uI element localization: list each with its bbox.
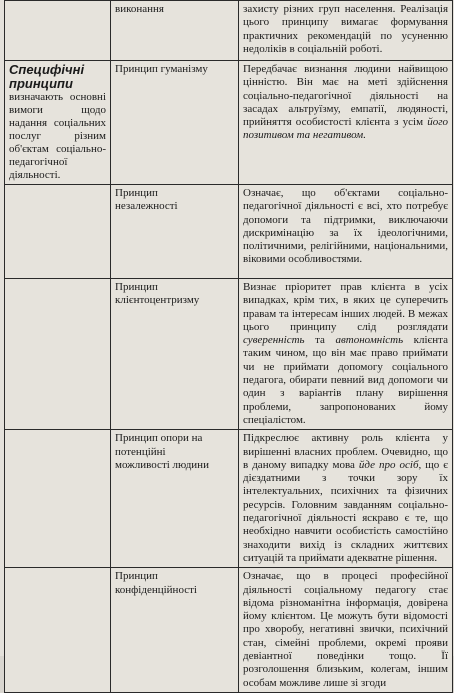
table-row [5, 568, 453, 693]
table-row [5, 279, 453, 430]
table-cell-empty [5, 279, 111, 430]
principle-name [115, 281, 234, 308]
principle-description [243, 432, 448, 565]
description-italic: його позитивом та негативом. [243, 116, 448, 142]
principle-description [243, 63, 448, 143]
principle-description: Означає, що в процесі професійної діяльності соціальному педагогу стає відома різноманітна інформація, довірена йому клієнтом. Це можуть бути відомості про хворобу, негативні звички, психічний стан, сімейні проблеми, окремі прояви девіантної поведінки тощо. Її розголошення близьким, колегам, іншим особам можливе лише зі згоди [243, 570, 448, 689]
description-italic: суверенність [243, 334, 305, 347]
table-row [5, 1, 453, 61]
principle-name-line: клієнтоцентризму [115, 294, 200, 307]
description-text: клієнта таким чином, що він має право приймати чи не приймати допомогу соціального педагога, обирати певний вид допомоги чи один з варіантів плану вирішення проблеми, запропонованих йому спеціалістом. [243, 334, 448, 426]
table-cell-empty [5, 185, 111, 279]
section-cell [5, 61, 111, 185]
section-title-line: принципи [9, 76, 73, 91]
principle-description: Означає, що об'єктами соціально-педагогічної діяльності є всі, хто потребує допомоги та підтримки, виключаючи дискримінацію за їх ідеологічними, політичними, релігійними, національними, віковими особливостями. [243, 187, 448, 266]
principle-name-line: Принцип опори на [115, 432, 203, 445]
section-title [9, 63, 106, 91]
principle-cell [111, 279, 239, 430]
principle-cell [111, 430, 239, 568]
principle-name [115, 432, 234, 472]
principle-description [243, 281, 448, 427]
table-cell-empty [5, 1, 111, 61]
principle-name-line: Принцип [115, 187, 158, 199]
principle-description: захисту різних груп населення. Реалізація цього принципу вимагає формування практичних рекомендацій по усуненню недоліків в соціальній роботі. [243, 3, 448, 55]
principle-cell [111, 61, 239, 185]
table-cell-empty [5, 568, 111, 693]
table-row [5, 430, 453, 568]
principle-name-line: незалежності [115, 200, 178, 213]
principle-name-line: можливості людини [115, 458, 209, 471]
description-italic: автономність [335, 334, 404, 347]
principle-cell [111, 1, 239, 61]
principle-name [115, 570, 234, 597]
description-italic: йде про осіб, [358, 458, 422, 471]
principle-name-line: потенційні [115, 445, 166, 458]
table-row [5, 185, 453, 279]
principle-name-line: конфіденційності [115, 583, 197, 596]
principle-name [115, 187, 234, 214]
principles-table [4, 0, 453, 693]
principle-cell [111, 568, 239, 693]
description-text: що є дієздатними з точки зору їх інтелектуальних, психічних та фізичних ресурсів. Головним завданням соціально-педагогічної діяльності яскраво є те, що необхідно навчити особистість самостійно знаходити вихід із складних життєвих ситуацій та приймати адекватне рішення. [243, 458, 448, 564]
description-cell [239, 61, 453, 185]
principle-name: Принцип гуманізму [115, 63, 208, 75]
principle-cell [111, 185, 239, 279]
description-cell [239, 279, 453, 430]
section-title-line: Специфічні [9, 62, 85, 77]
section-description: визначають основні вимоги щодо надання соціальних послуг різним об'єктам соціально-педагогічної діяльності. [9, 91, 106, 181]
description-text: Передбачає визнання людини найвищою цінністю. Він має на меті здійснення соціально-педагогічної діяльності на засадах альтруїзму, емпатії, людяності, прийняття особистості клієнта з усім [243, 63, 448, 129]
description-cell [239, 185, 453, 279]
description-cell [239, 430, 453, 568]
bleed-through-text [9, 3, 106, 15]
description-text: Підкреслює активну роль клієнта у вирішенні власних проблем. Очевидно, що в даному випадку мова [243, 432, 448, 471]
principle-name: виконання [115, 3, 164, 15]
description-cell [239, 568, 453, 693]
description-text: та [304, 334, 336, 347]
principle-name-line: Принцип [115, 570, 158, 583]
description-text: Визнає пріоритет прав клієнта в усіх випадках, крім тих, в яких це суперечить правам та інтересам інших людей. В межах цього принципу слід розглядати [243, 281, 448, 333]
description-cell [239, 1, 453, 61]
table-row [5, 61, 453, 185]
table-cell-empty [5, 430, 111, 568]
principle-name-line: Принцип [115, 281, 158, 293]
